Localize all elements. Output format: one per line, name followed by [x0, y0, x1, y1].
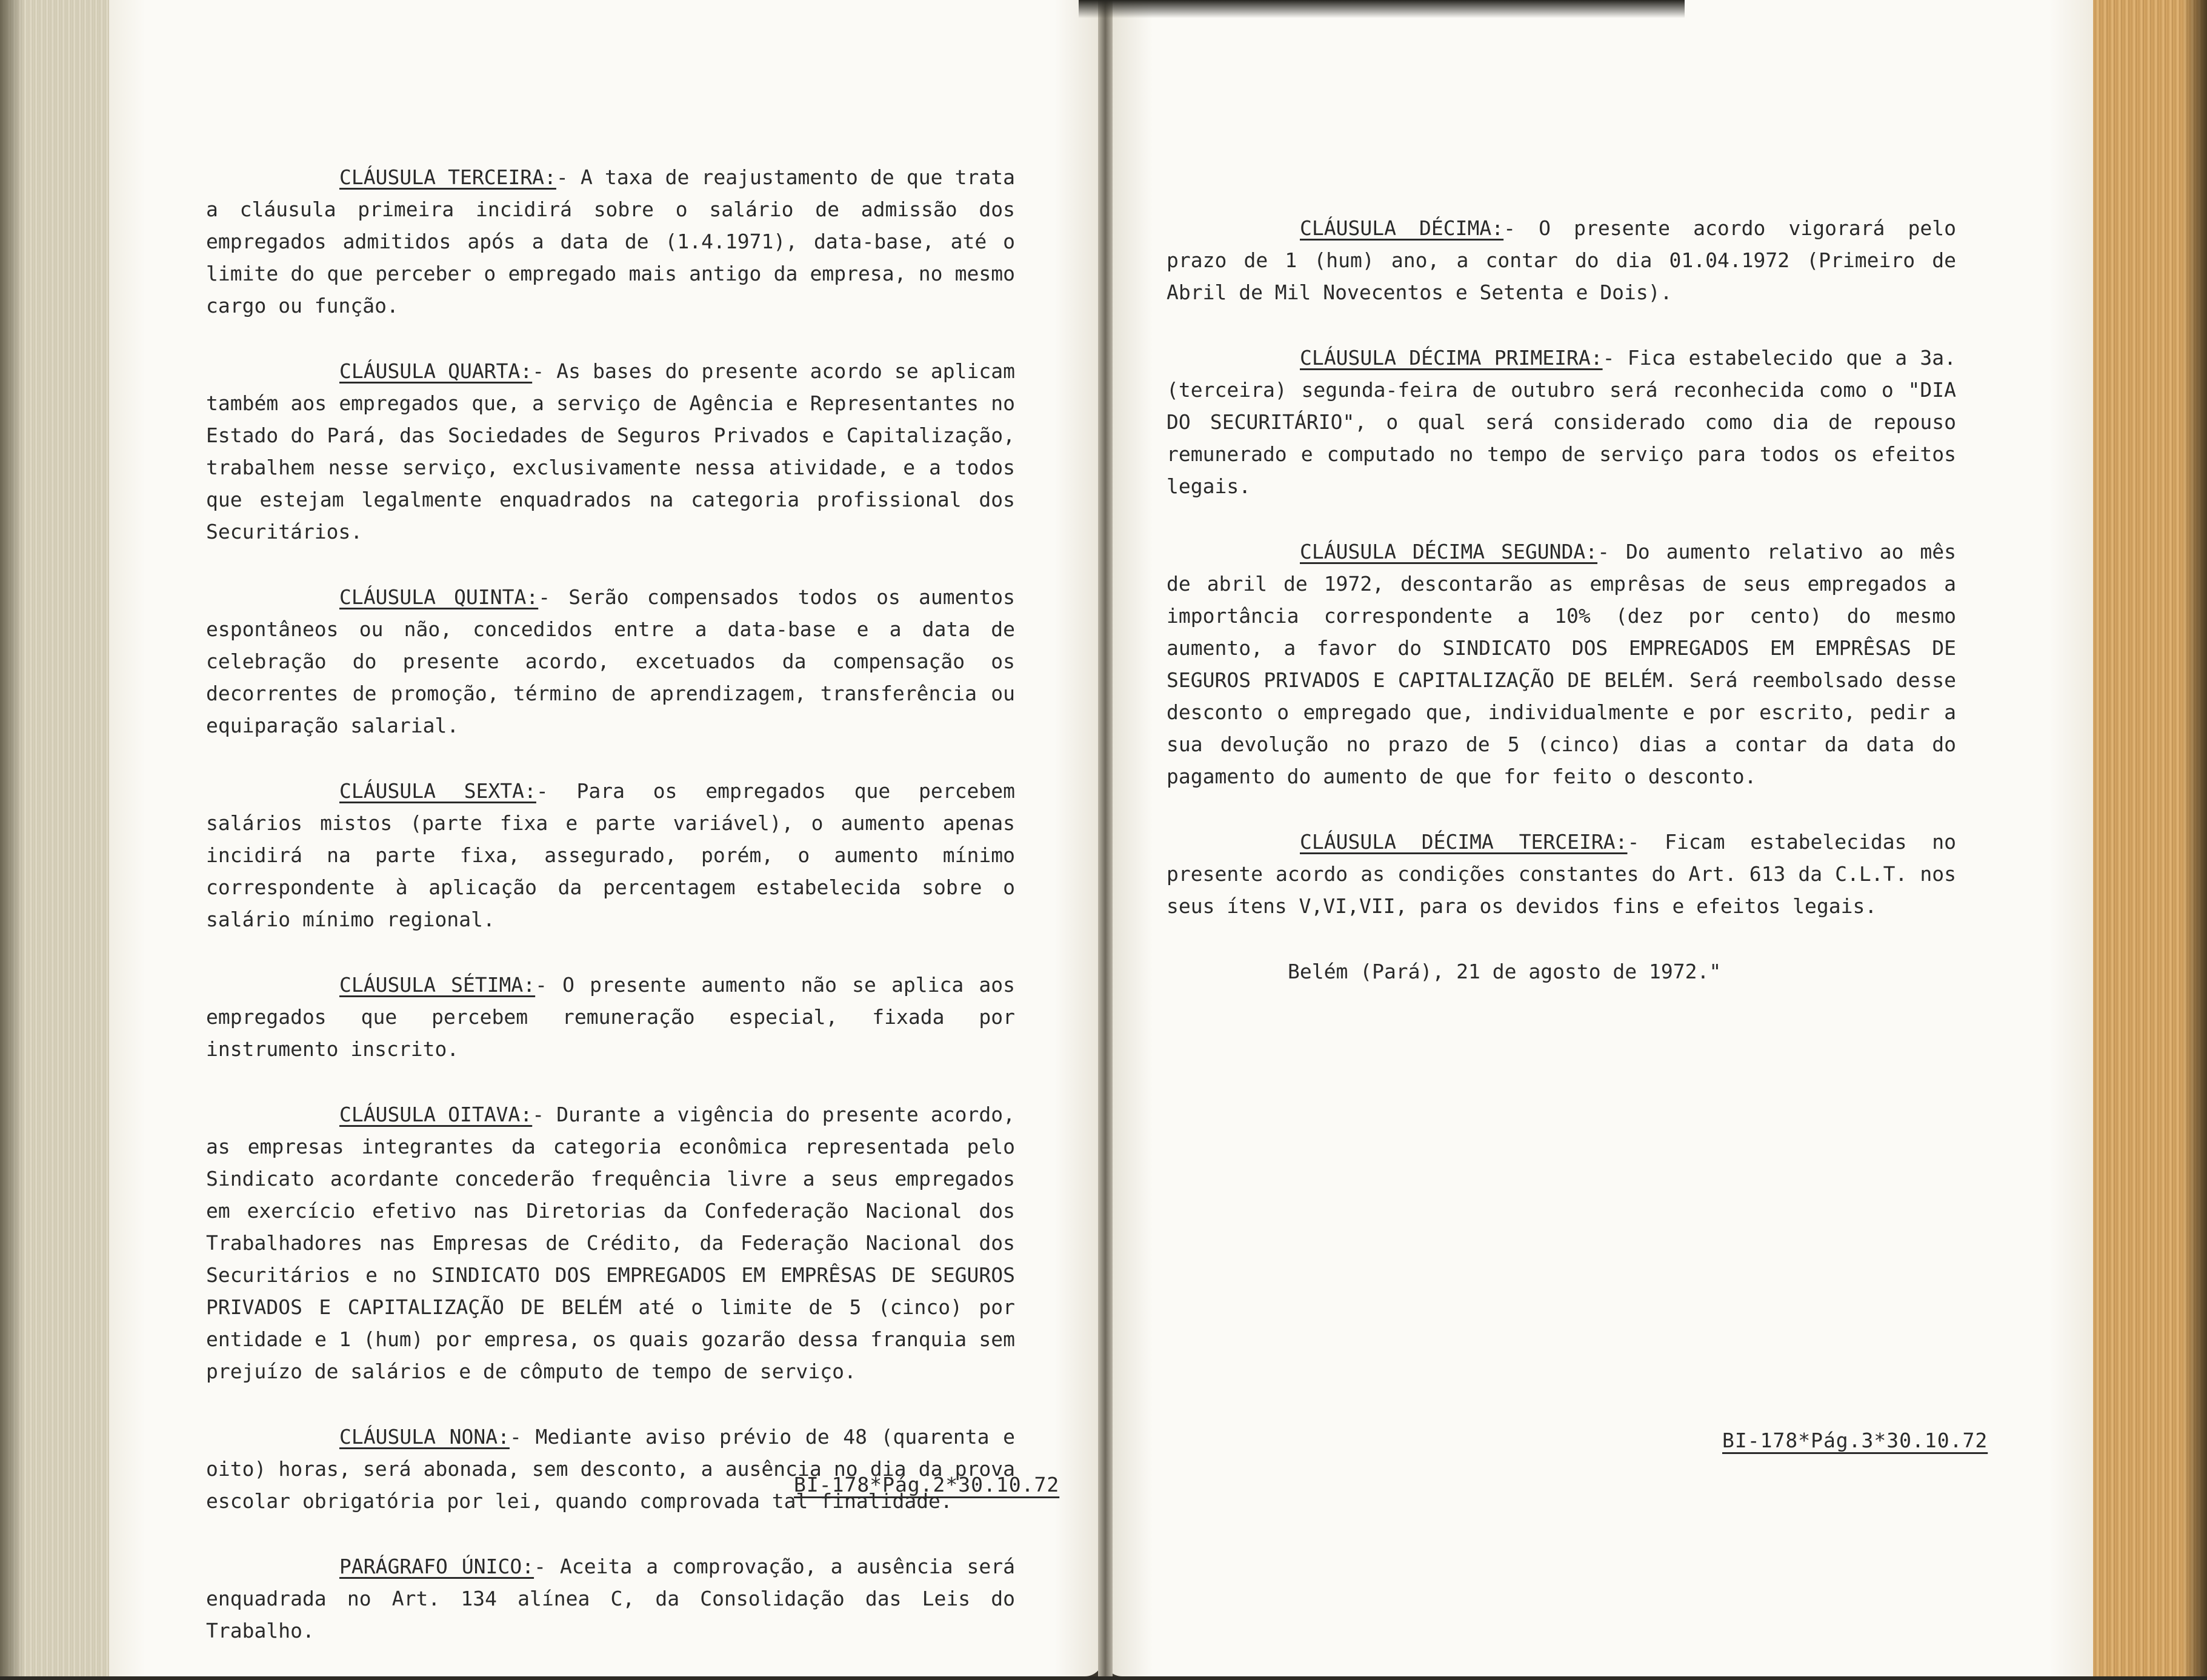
signoff-date: Belém (Pará), 21 de agosto de 1972.": [1288, 960, 1722, 983]
left-page-footer: BI-178*Pág.2*30.10.72: [794, 1473, 1060, 1496]
left-page-stack-edge: [0, 0, 115, 1676]
clause-heading: CLÁUSULA SEXTA:: [339, 779, 536, 803]
right-page-footer: BI-178*Pág.3*30.10.72: [1722, 1429, 1988, 1452]
clause-decima-segunda: [1167, 536, 1956, 792]
clause-body: - Mediante aviso prévio de 48 (quarenta e oito) horas, será abonada, sem desconto, a ausência no dia da prova escolar obrigatória por lei, quando comprovada tal finalidade.: [206, 1425, 1015, 1513]
clause-body: - Para os empregados que percebem salários mistos (parte fixa e parte variável), o aumento apenas incidirá na parte fixa, assegurado, porém, o aumento mínimo correspondente à aplicação da percentagem estabelecida sobre o salário mínimo regional.: [206, 779, 1015, 931]
clause-body: - Aceita a comprovação, a ausência será enquadrada no Art. 134 alínea C, da Consolidação das Leis do Trabalho.: [206, 1555, 1016, 1642]
clause-decima-primeira: [1167, 342, 1956, 502]
clause-body: - A taxa de reajustamento de que trata a cláusula primeira incidirá sobre o salário de admissão dos empregados admitidos após a data de (1.4.1971), data-base, até o limite do que perceber o empregado mais antigo da empresa, no mesmo cargo ou função.: [206, 165, 1015, 317]
clause-heading: CLÁUSULA QUARTA:: [339, 359, 533, 383]
clause-quinta: [206, 581, 1015, 742]
clause-heading: CLÁUSULA NONA:: [339, 1425, 510, 1449]
clause-heading: CLÁUSULA DÉCIMA TERCEIRA:: [1300, 830, 1628, 854]
clause-terceira: [206, 161, 1015, 322]
clause-body: - Fica estabelecido que a 3a. (terceira) segunda-feira de outubro será reconhecida como o "DIA DO SECURITÁRIO", o qual será considerado como dia de repouso remunerado e computado no tempo de serviço para todos os efeitos legais.: [1167, 346, 1956, 498]
clause-decima-terceira: [1167, 826, 1956, 922]
clause-heading: PARÁGRAFO ÚNICO:: [339, 1555, 534, 1578]
clause-heading: CLÁUSULA DÉCIMA SEGUNDA:: [1300, 540, 1598, 563]
clause-heading: CLÁUSULA QUINTA:: [339, 585, 539, 609]
top-shadow: [1079, 0, 1685, 18]
clause-sexta: [206, 775, 1015, 935]
clause-body: - Ficam estabelecidas no presente acordo as condições constantes do Art. 613 da C.L.T. nos seus ítens V,VI,VII, para os devidos fins e efeitos legais.: [1167, 830, 1956, 918]
left-page-text: [206, 161, 1015, 1680]
clause-body: - Do aumento relativo ao mês de abril de 1972, descontarão as emprêsas de seus empregados a importância correspondente a 10% (dez por cento) do mesmo aumento, a favor do SINDICATO DOS EMPREGADOS EM EMPRÊSAS DE SEGUROS PRIVADOS E CAPITALIZAÇÃO DE BELÉM. Será reembolsado desse desconto o empregado que, individualmente e por escrito, pedir a sua devolução no prazo de 5 (cinco) dias a contar da data do pagamento do aumento de que for feito o desconto.: [1167, 540, 1956, 788]
clause-oitava: [206, 1098, 1015, 1387]
clause-heading: CLÁUSULA SÉTIMA:: [339, 973, 536, 997]
clause-body: - Serão compensados todos os aumentos espontâneos ou não, concedidos entre a data-base e a data de celebração do presente acordo, excetuados da compensação os decorrentes de promoção, término de aprendizagem, transferência ou equiparação salarial.: [206, 585, 1015, 737]
clause-heading: CLÁUSULA TERCEIRA:: [339, 165, 556, 189]
clause-body: - As bases do presente acordo se aplicam também aos empregados que, a serviço de Agência e Representantes no Estado do Pará, das Sociedades de Seguros Privados e Capitalização, trabalhem nesse serviço, exclusivamente nessa atividade, e a todos que estejam legalmente enquadrados na categoria profissional dos Securitários.: [206, 359, 1015, 543]
clause-heading: CLÁUSULA OITAVA:: [339, 1103, 533, 1126]
right-page-text: [1167, 212, 1956, 1021]
clause-quarta: [206, 355, 1015, 548]
clause-body: - O presente aumento não se aplica aos empregados que percebem remuneração especial, fixada por instrumento inscrito.: [206, 973, 1015, 1061]
clause-decima: [1167, 212, 1956, 308]
clause-nona: [206, 1421, 1015, 1517]
paragrafo-unico: [206, 1550, 1015, 1647]
clause-heading: CLÁUSULA DÉCIMA PRIMEIRA:: [1300, 346, 1603, 370]
book-gutter: [1098, 0, 1113, 1676]
right-page-stack-edge: [2086, 0, 2207, 1676]
clause-heading: CLÁUSULA DÉCIMA:: [1300, 216, 1504, 240]
clause-body: - O presente acordo vigorará pelo prazo de 1 (hum) ano, a contar do dia 01.04.1972 (Primeiro de Abril de Mil Novecentos e Setenta e Dois).: [1167, 216, 1956, 304]
clause-body: - Durante a vigência do presente acordo, as empresas integrantes da categoria econômica representada pelo Sindicato acordante concederão frequência livre a seus empregados em exercício efetivo nas Diretorias da Confederação Nacional dos Trabalhadores nas Empresas de Crédito, da Federação Nacional dos Securitários e no SINDICATO DOS EMPREGADOS EM EMPRÊSAS DE SEGUROS PRIVADOS E CAPITALIZAÇÃO DE BELÉM até o limite de 5 (cinco) por entidade e 1 (hum) por empresa, os quais gozarão dessa franquia sem prejuízo de salários e de cômputo de tempo de serviço.: [206, 1103, 1015, 1383]
clause-setima: [206, 969, 1015, 1065]
